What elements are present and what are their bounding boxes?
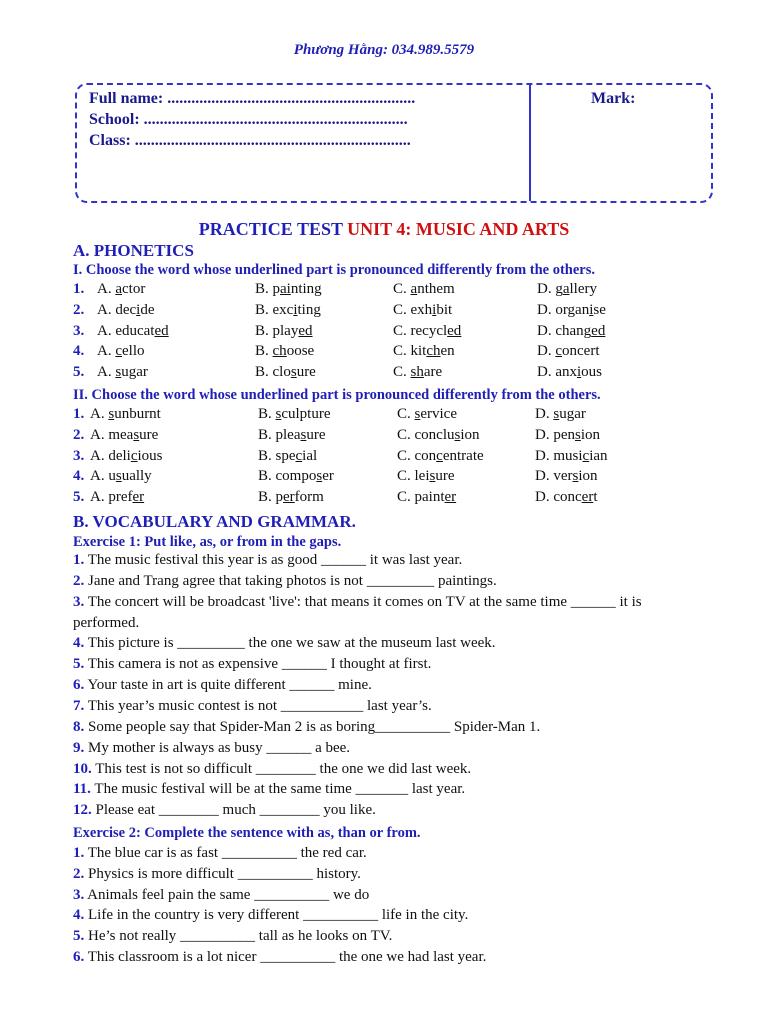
- underlined-part: c: [436, 447, 443, 464]
- underlined-part: s: [133, 426, 140, 443]
- sentence-text: He’s not really __________ tall as he looks on TV.: [84, 928, 393, 945]
- answer-option[interactable]: B. composer: [258, 468, 334, 485]
- sentence-text: performed.: [73, 614, 140, 631]
- author-contact: Phương Hằng: 034.989.5579: [293, 42, 475, 58]
- answer-option[interactable]: A. delicious: [90, 447, 163, 464]
- sentence-number: 9.: [73, 739, 85, 756]
- school-field[interactable]: School: ..................................................................: [89, 111, 408, 128]
- answer-option[interactable]: A. usually: [90, 468, 152, 485]
- answer-option[interactable]: C. kitchen: [393, 343, 455, 360]
- answer-option[interactable]: C. service: [397, 406, 457, 422]
- sentence-line: [73, 635, 496, 652]
- sentence-text: My mother is always as busy ______ a bee.: [84, 739, 351, 756]
- underlined-part: i: [589, 301, 594, 318]
- sentence-text: Your taste in art is quite different ______ mine.: [84, 677, 372, 694]
- underlined-part: s: [275, 406, 282, 422]
- info-divider: [529, 85, 531, 201]
- underlined-part: s: [300, 426, 307, 443]
- underlined-part: s: [572, 468, 579, 485]
- underlined-part: c: [115, 343, 123, 360]
- sentence-line: [73, 781, 465, 798]
- sentence-number: 4.: [73, 907, 85, 924]
- answer-option[interactable]: D. version: [535, 468, 598, 485]
- underlined-part: er: [132, 489, 145, 506]
- sentence-number: 2.: [73, 572, 85, 589]
- sentence-text: Physics is more difficult __________ history.: [84, 865, 361, 882]
- sentence-text: Animals feel pain the same __________ we do: [84, 886, 370, 903]
- underlined-part: ed: [591, 322, 606, 339]
- sentence-number: 1.: [73, 845, 85, 861]
- sentence-line: [73, 740, 350, 757]
- sentence-line: [73, 887, 369, 904]
- sentence-line: [73, 552, 462, 569]
- question-number: 5.: [73, 364, 85, 381]
- sentence-number: 8.: [73, 718, 85, 735]
- answer-option[interactable]: C. exhibit: [393, 301, 453, 318]
- sentence-text: The music festival will be at the same time _______ last year.: [90, 781, 466, 798]
- underlined-part: i: [577, 364, 582, 381]
- answer-option[interactable]: D. changed: [537, 322, 606, 339]
- answer-option[interactable]: D. organise: [537, 301, 606, 318]
- underlined-part: s: [575, 426, 581, 443]
- full-name-field[interactable]: Full name: ..............................................................: [89, 90, 416, 107]
- underlined-part: ed: [154, 322, 169, 339]
- underlined-part: i: [432, 301, 437, 318]
- underlined-part: er: [283, 489, 295, 506]
- answer-option[interactable]: A. sunburnt: [90, 406, 161, 422]
- answer-option[interactable]: B. perform: [258, 489, 324, 506]
- part2-instruction: II. Choose the word whose underlined part is pronounced differently from the others.: [73, 387, 601, 403]
- sentence-text: The blue car is as fast __________ the red car.: [84, 845, 367, 861]
- answer-option[interactable]: B. choose: [255, 343, 315, 360]
- underlined-part: er: [581, 489, 594, 506]
- sentence-line: [73, 656, 431, 673]
- underlined-part: ed: [447, 322, 462, 339]
- sentence-line: [73, 573, 497, 590]
- answer-option[interactable]: B. closure: [255, 364, 316, 381]
- underlined-part: er: [444, 489, 457, 506]
- sentence-number: 1.: [73, 552, 85, 568]
- question-number: 2.: [73, 426, 85, 443]
- part1-instruction: I. Choose the word whose underlined part is pronounced differently from the others.: [73, 262, 596, 278]
- answer-option[interactable]: C. painter: [397, 489, 457, 506]
- underlined-part: ed: [298, 322, 313, 339]
- answer-option[interactable]: C. share: [393, 364, 443, 381]
- sentence-text: This classroom is a lot nicer __________ the one we had last year.: [84, 949, 487, 965]
- sentence-text: Life in the country is very different __________ life in the city.: [84, 907, 469, 924]
- underlined-part: ai: [280, 281, 291, 297]
- underlined-part: c: [555, 343, 563, 360]
- underlined-part: s: [414, 406, 421, 422]
- answer-option[interactable]: C. recycled: [393, 322, 462, 339]
- underlined-part: i: [293, 301, 298, 318]
- student-info-box: [75, 83, 713, 203]
- underlined-part: s: [316, 468, 323, 485]
- answer-option[interactable]: D. gallery: [537, 281, 598, 297]
- question-number: 5.: [73, 489, 85, 506]
- answer-option[interactable]: B. sculpture: [258, 406, 331, 422]
- sentence-line: [73, 615, 139, 632]
- answer-option[interactable]: B. played: [255, 322, 313, 339]
- answer-option[interactable]: D. anxious: [537, 364, 603, 381]
- sentence-line: [73, 907, 468, 924]
- underlined-part: s: [429, 468, 436, 485]
- question-number: 1.: [73, 406, 85, 422]
- underlined-part: s: [115, 364, 122, 381]
- section-b-heading: B. VOCABULARY AND GRAMMAR.: [73, 512, 356, 531]
- underlined-part: s: [454, 426, 461, 443]
- answer-option[interactable]: D. pension: [535, 426, 601, 443]
- sentence-number: 5.: [73, 928, 85, 945]
- answer-option[interactable]: D. concert: [537, 343, 600, 360]
- answer-option[interactable]: B. special: [258, 447, 318, 464]
- sentence-text: Jane and Trang agree that taking photos is not _________ paintings.: [84, 572, 497, 589]
- sentence-line: [73, 761, 471, 778]
- underlined-part: a: [562, 281, 570, 297]
- sentence-line: [73, 677, 372, 694]
- answer-option[interactable]: C. concentrate: [397, 447, 484, 464]
- sentence-number: 4.: [73, 635, 85, 652]
- underlined-part: ch: [426, 343, 441, 360]
- sentence-line: [73, 949, 486, 966]
- sentence-text: Please eat ________ much ________ you like.: [91, 802, 376, 819]
- title-prefix: PRACTICE TEST: [198, 219, 348, 239]
- underlined-part: sh: [410, 364, 424, 381]
- underlined-part: s: [553, 406, 560, 422]
- sentence-number: 5.: [73, 656, 85, 673]
- section-a-heading: A. PHONETICS: [73, 241, 194, 260]
- page-title: [0, 219, 768, 240]
- underlined-part: a: [115, 281, 123, 297]
- sentence-text: This test is not so difficult ________ the one we did last week.: [91, 760, 472, 777]
- question-number: 4.: [73, 343, 85, 360]
- title-unit: UNIT 4: MUSIC AND ARTS: [347, 219, 570, 239]
- sentence-number: 10.: [73, 760, 92, 777]
- underlined-part: c: [295, 447, 303, 464]
- answer-option[interactable]: A. cello: [97, 343, 145, 360]
- answer-option[interactable]: C. leisure: [397, 468, 455, 485]
- sentence-line: [73, 698, 432, 715]
- underlined-part: s: [108, 406, 115, 422]
- answer-option[interactable]: B. painting: [255, 281, 322, 297]
- answer-option[interactable]: A. prefer: [90, 489, 145, 506]
- mark-label: Mark:: [591, 90, 636, 107]
- class-field[interactable]: Class: .....................................................................: [89, 132, 411, 149]
- exercise2-instruction: Exercise 2: Complete the sentence with as, than or from.: [73, 825, 421, 841]
- sentence-number: 12.: [73, 802, 92, 819]
- sentence-line: [73, 845, 367, 862]
- underlined-part: s: [115, 468, 122, 485]
- sentence-number: 3.: [73, 886, 85, 903]
- underlined-part: s: [290, 364, 297, 381]
- answer-option[interactable]: A. sugar: [97, 364, 148, 381]
- sentence-text: The concert will be broadcast 'live': that means it comes on TV at the same time ______ it is: [84, 593, 642, 610]
- sentence-number: 11.: [73, 781, 91, 798]
- sentence-line: [73, 866, 361, 883]
- answer-option[interactable]: A. measure: [90, 426, 159, 443]
- answer-option[interactable]: A. decide: [97, 301, 155, 318]
- question-number: 4.: [73, 468, 85, 485]
- sentence-number: 7.: [73, 697, 85, 714]
- answer-option[interactable]: C. anthem: [393, 281, 455, 297]
- exercise1-instruction: Exercise 1: Put like, as, or from in the gaps.: [73, 534, 342, 550]
- answer-option[interactable]: A. actor: [97, 281, 146, 297]
- sentence-number: 2.: [73, 865, 85, 882]
- underlined-part: i: [136, 301, 141, 318]
- underlined-part: c: [582, 447, 590, 464]
- sentence-line: [73, 719, 540, 736]
- answer-option[interactable]: D. concert: [535, 489, 598, 506]
- answer-option[interactable]: A. educated: [97, 322, 169, 339]
- underlined-part: a: [410, 281, 418, 297]
- underlined-part: ch: [272, 343, 287, 360]
- sentence-line: [73, 928, 392, 945]
- answer-option[interactable]: D. sugar: [535, 406, 586, 422]
- sentence-text: This camera is not as expensive ______ I thought at first.: [84, 656, 432, 673]
- answer-option[interactable]: D. musician: [535, 447, 608, 464]
- sentence-number: 3.: [73, 593, 85, 610]
- sentence-text: Some people say that Spider-Man 2 is as boring__________ Spider-Man 1.: [84, 718, 541, 735]
- sentence-number: 6.: [73, 677, 85, 694]
- question-number: 2.: [73, 301, 85, 318]
- question-number: 3.: [73, 447, 85, 464]
- answer-option[interactable]: B. pleasure: [258, 426, 326, 443]
- question-number: 3.: [73, 322, 85, 339]
- sentence-line: [73, 594, 642, 611]
- answer-option[interactable]: C. conclusion: [397, 426, 480, 443]
- question-number: 1.: [73, 281, 85, 297]
- sentence-line: [73, 802, 376, 819]
- sentence-text: The music festival this year is as good ______ it was last year.: [84, 552, 463, 568]
- underlined-part: c: [130, 447, 138, 464]
- sentence-text: This year’s music contest is not ___________ last year’s.: [84, 697, 432, 714]
- sentence-number: 6.: [73, 949, 85, 965]
- answer-option[interactable]: B. exciting: [255, 301, 321, 318]
- sentence-text: This picture is _________ the one we saw at the museum last week.: [84, 635, 496, 652]
